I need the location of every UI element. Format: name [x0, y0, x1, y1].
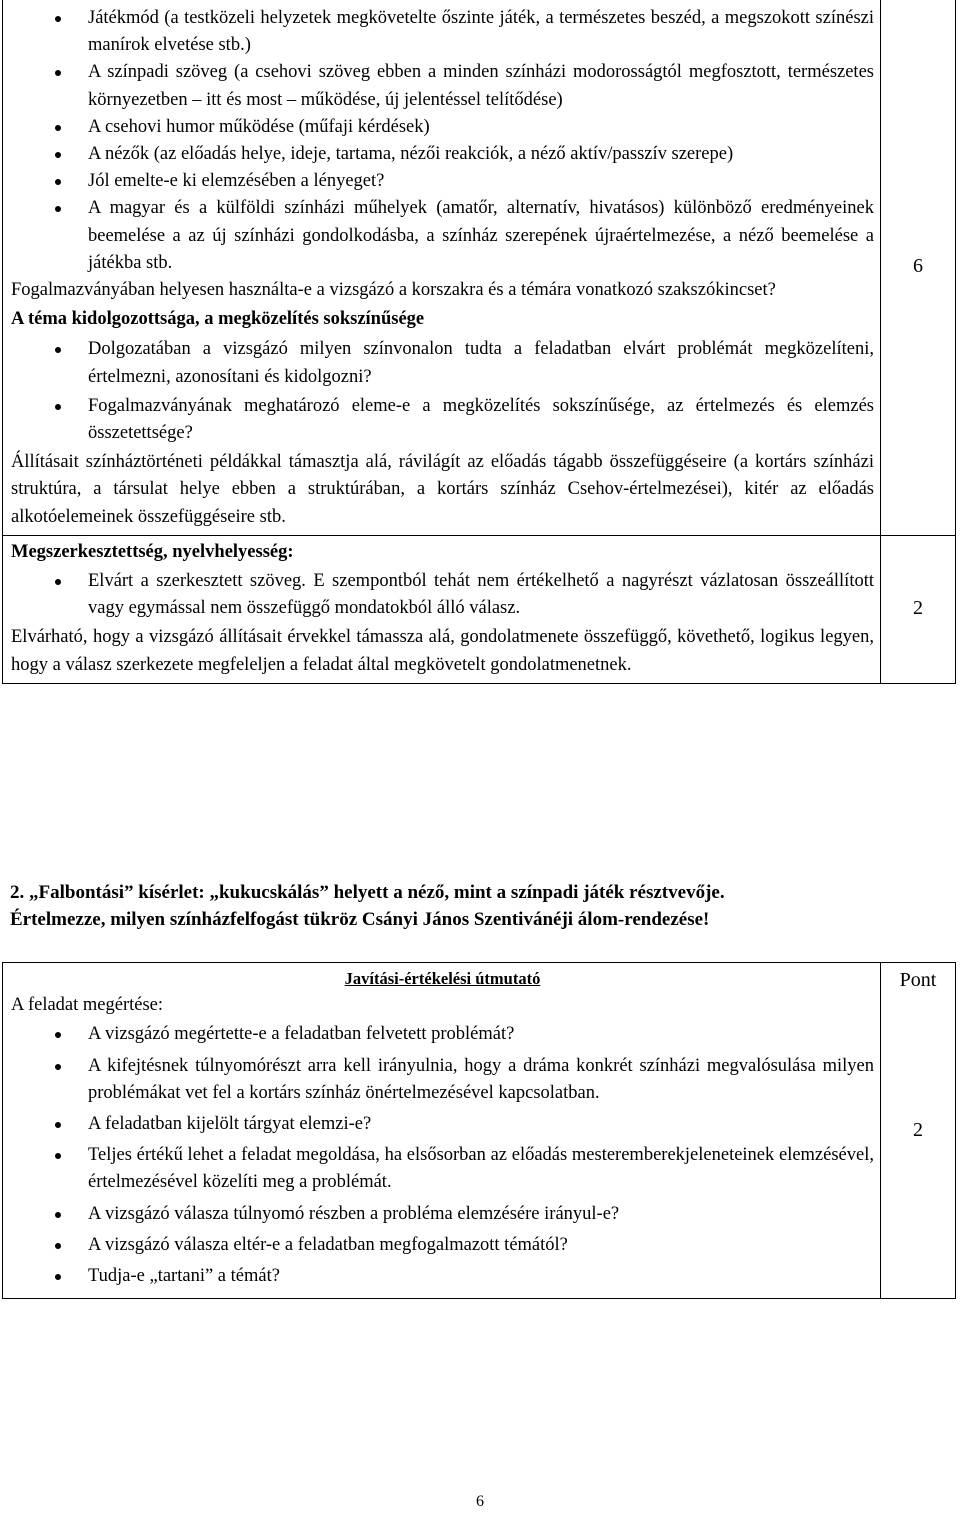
structure-heading: Megszerkesztettség, nyelvhelyesség:	[11, 541, 294, 562]
list-item: Jól emelte-e ki elemzésében a lényeget?	[11, 168, 874, 195]
grading-table-continued	[2, 0, 956, 684]
list-item: A kifejtésnek túlnyomórészt arra kell irányulnia, hogy a dráma konkrét színházi megvalósulása milyen problémákat vet fel a kortárs színház önértelmezésével kapcsolatban.	[11, 1053, 874, 1107]
page-number: 6	[476, 1493, 484, 1510]
list-item: A vizsgázó válasza eltér-e a feladatban megfogalmazott témától?	[11, 1232, 874, 1259]
understanding-heading: A feladat megértése:	[11, 995, 164, 1016]
list-item: Játékmód (a testközeli helyzetek megkövetelte őszinte játék, a természetes beszéd, a megszokott színészi manírok elvetése stb.)	[11, 5, 874, 59]
list-item: A vizsgázó megértette-e a feladatban felvetett problémát?	[11, 1021, 874, 1048]
criteria-cell	[3, 535, 881, 683]
grading-table	[2, 962, 956, 1299]
points-value: 2	[913, 597, 923, 620]
list-item: A feladatban kijelölt tárgyat elemzi-e?	[11, 1111, 874, 1138]
list-item: Fogalmazványának meghatározó eleme-e a megközelítés sokszínűsége, az értelmezés és elemzés összetettsége?	[11, 393, 874, 447]
list-item: Elvárt a szerkesztett szöveg. E szempontból tehát nem értékelhető a nagyrészt vázlatosan összeállított vagy egymással nem összefüggő mondatokból álló válasz.	[11, 568, 874, 622]
bullet-list-top	[11, 5, 874, 277]
list-item: A csehovi humor működése (műfaji kérdések)	[11, 114, 874, 141]
approach-heading: A téma kidolgozottsága, a megközelítés sokszínűsége	[11, 309, 425, 330]
points-header: Pont	[899, 969, 937, 991]
criteria-cell	[3, 963, 881, 1299]
bullet-list-approach	[11, 336, 874, 447]
bullet-list-structure	[11, 568, 874, 622]
list-item: A színpadi szöveg (a csehovi szöveg ebben a minden színházi modorosságtól megfosztott, természetes környezetben – itt és most – működése, új jelentéssel telítődése)	[11, 59, 874, 113]
list-item: A magyar és a külföldi színházi műhelyek (amatőr, alternatív, hivatásos) különböző eredményeinek beemelése a az új színházi gondolkodásba, a színház szerepének újraértelmezése, a néző beemelése a játékba stb.	[11, 195, 874, 277]
criteria-cell	[3, 0, 881, 535]
list-item: A vizsgázó válasza túlnyomó részben a probléma elemzésére irányul-e?	[11, 1201, 874, 1228]
bullet-list-understanding	[11, 1021, 874, 1290]
task-question: Értelmezze, milyen színházfelfogást tükröz Csányi János Szentivánéji álom-rendezése!	[10, 909, 710, 930]
points-cell	[881, 963, 956, 1299]
points-cell	[881, 0, 956, 535]
points-cell	[881, 535, 956, 683]
points-value: 2	[913, 1118, 923, 1141]
terms-paragraph: Fogalmazványában helyesen használta-e a vizsgázó a korszakra és a témára vonatkozó szakszókincset?	[11, 280, 776, 301]
points-value: 6	[913, 254, 923, 277]
task-title: 2. „Falbontási” kísérlet: „kukucskálás” helyett a néző, mint a színpadi játék résztvevője.	[10, 882, 725, 903]
list-item: Teljes értékű lehet a feladat megoldása, ha elsősorban az előadás mesteremberekjeleneteinek elemzésével, értelmezésével közelíti meg a problémát.	[11, 1142, 874, 1196]
task-heading	[10, 879, 950, 933]
expected-paragraph: Elvárható, hogy a vizsgázó állításait érvekkel támassza alá, gondolatmenete összefüggő, követhető, logikus legyen, hogy a válasz szerkezete megfeleljen a feladat által megkövetelt gondolatmenetnek.	[11, 627, 874, 675]
list-item: A nézők (az előadás helye, ideje, tartama, nézői reakciók, a néző aktív/passzív szerepe)	[11, 141, 874, 168]
list-item: Tudja-e „tartani” a témát?	[11, 1263, 874, 1290]
list-item: Dolgozatában a vizsgázó milyen színvonalon tudta a feladatban elvárt problémát megközelíteni, értelmezni, azonosítani és kidolgozni?	[11, 336, 874, 390]
guide-title: Javítási-értékelési útmutató	[344, 969, 541, 988]
claims-paragraph: Állításait színháztörténeti példákkal támasztja alá, rávilágít az előadás tágabb összefüggéseire (a kortárs színházi struktúra, a társulat helye ebben a struktúrában, a kortárs színház Csehov-értelmezései), kitér az előadás alkotóelemeinek összefüggéseire stb.	[11, 452, 874, 527]
